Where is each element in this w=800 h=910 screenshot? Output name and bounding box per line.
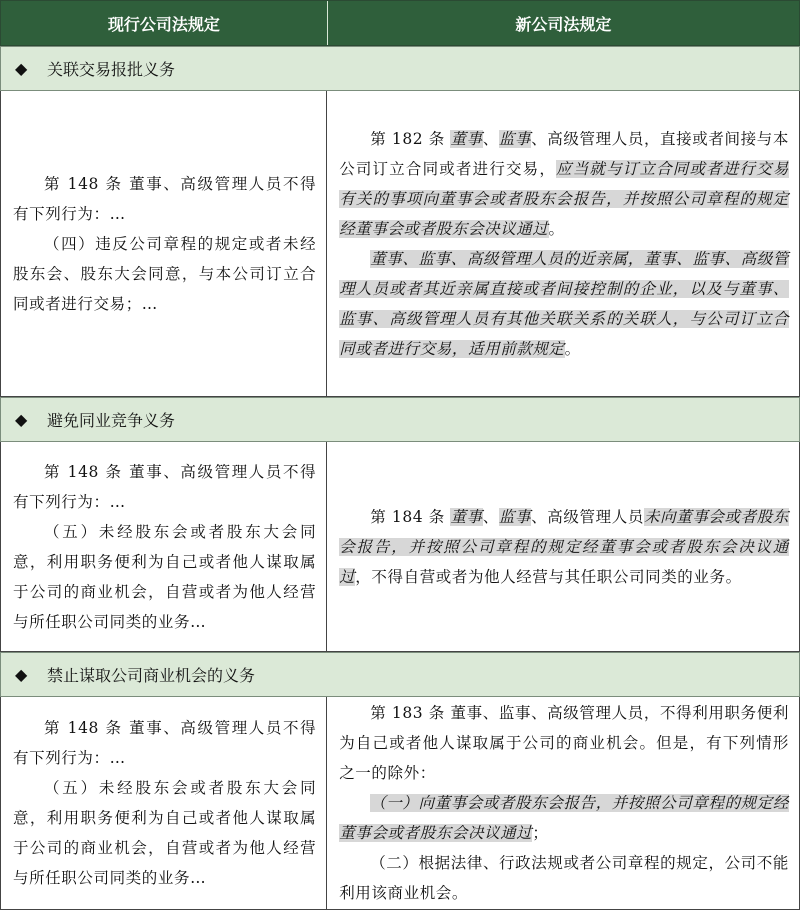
text-segment: ，不得自营或者为他人经营与其任职公司同类的业务。 — [355, 567, 742, 586]
new-law-article — [339, 124, 789, 244]
new-law-exception-1 — [339, 788, 789, 848]
highlighted-text: 监事 — [498, 129, 532, 148]
text-segment: 。 — [548, 219, 565, 238]
text-segment: 、 — [482, 129, 499, 148]
new-law-article — [339, 698, 789, 788]
current-law-cell — [1, 442, 327, 651]
highlighted-text: 董事 — [450, 507, 483, 526]
table-header — [0, 0, 800, 46]
current-law-clause: （五）未经股东会或者股东大会同意，利用职务便利为自己或者他人谋取属于公司的商业机会，自营或者为他人经营与所任职公司同类的业务… — [13, 522, 317, 631]
highlighted-text: 监事 — [498, 507, 532, 526]
highlighted-text: 应当就与订立合同或者进行交易有关的事项向董事会或者股东会报告，并按照公司章程的规定经董事会或者股东会决议通过 — [339, 159, 789, 238]
diamond-bullet-icon: ◆ — [15, 410, 28, 429]
section-title: 避免同业竞争义务 — [47, 411, 176, 430]
new-law-article — [339, 502, 789, 592]
text-segment: 第 184 条 — [370, 507, 451, 526]
current-law-clause: （四）违反公司章程的规定或者未经股东会、股东大会同意，与本公司订立合同或者进行交易；… — [13, 234, 317, 313]
diamond-bullet-icon: ◆ — [15, 665, 28, 684]
new-law-cell — [327, 697, 799, 909]
section-content-related-transactions — [0, 91, 800, 397]
text-segment: 第 183 条 董事、监事、高级管理人员，不得利用职务便利为自己或者他人谋取属于公司的商业机会。但是，有下列情形之一的除外： — [339, 704, 789, 782]
section-content-business-opportunity — [0, 697, 800, 910]
current-law-article: 第 148 条 董事、高级管理人员不得有下列行为：… — [13, 719, 317, 767]
section-title: 禁止谋取公司商业机会的义务 — [47, 666, 256, 685]
current-law-clause: （五）未经股东会或者股东大会同意，利用职务便利为自己或者他人谋取属于公司的商业机会，自营或者为他人经营与所任职公司同类的业务… — [13, 779, 317, 887]
section-header-competition — [0, 397, 800, 442]
text-segment: ； — [532, 824, 549, 842]
text-segment: （二）根据法律、行政法规或者公司章程的规定，公司不能利用该商业机会。 — [339, 854, 789, 902]
highlighted-text: 未向董事会或者股东会报告，并按照公司章程的规定经董事会或者股东会决议通过 — [339, 507, 790, 586]
current-law-article: 第 148 条 董事、高级管理人员不得有下列行为：… — [13, 174, 317, 223]
current-law-cell — [1, 697, 327, 909]
new-law-paragraph-2 — [339, 244, 789, 364]
text-segment: 第 182 条 — [370, 129, 451, 148]
text-segment: 、高级管理人员 — [531, 507, 644, 526]
section-content-competition — [0, 442, 800, 652]
new-law-cell — [327, 91, 799, 396]
current-law-cell — [1, 91, 327, 396]
diamond-bullet-icon: ◆ — [15, 59, 28, 78]
new-law-exception-2 — [339, 848, 789, 908]
highlighted-text: 董事 — [450, 129, 483, 148]
current-law-article: 第 148 条 董事、高级管理人员不得有下列行为：… — [13, 462, 317, 511]
header-current-law: 现行公司法规定 — [1, 1, 328, 45]
text-segment: 、 — [482, 507, 499, 526]
header-new-law: 新公司法规定 — [515, 14, 612, 34]
highlighted-text: （一）向董事会或者股东会报告，并按照公司章程的规定经董事会或者股东会决议通过 — [339, 794, 789, 842]
section-title: 关联交易报批义务 — [47, 60, 176, 79]
section-header-business-opportunity — [0, 652, 800, 697]
text-segment: 、高级管理人员，直接或者间接与本公司订立合同或者进行交易， — [339, 129, 790, 178]
new-law-cell — [327, 442, 799, 651]
section-header-related-transactions — [0, 46, 800, 91]
highlighted-text: 董事、监事、高级管理人员的近亲属，董事、监事、高级管理人员或者其近亲属直接或者间接控制的企业，以及与董事、监事、高级管理人员有其他关联关系的关联人，与公司订立合同或者进行交易，适用前款规定 — [339, 249, 789, 358]
text-segment: 。 — [564, 339, 581, 358]
